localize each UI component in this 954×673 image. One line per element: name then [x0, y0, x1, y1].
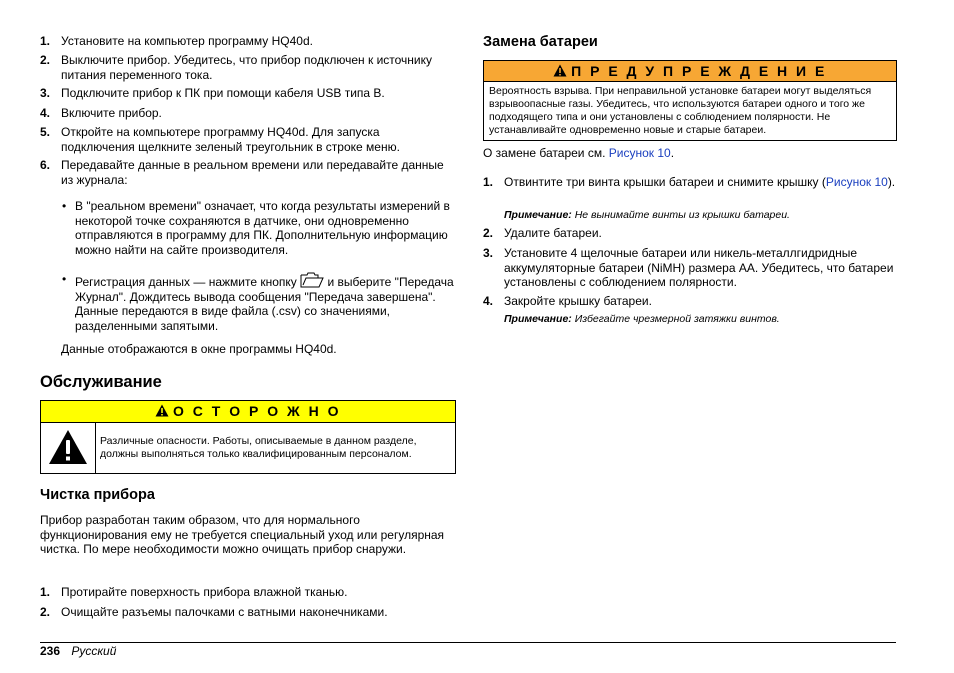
note-text: Избегайте чрезмерной затяжки винтов. — [574, 313, 780, 325]
caution-box — [40, 400, 456, 474]
step-number: 2. — [40, 53, 51, 67]
caution-text: Различные опасности. Работы, описываемые в данном разделе, должны выполняться только квалифицированным персоналом. — [100, 435, 417, 460]
step-number: 1. — [483, 175, 494, 189]
page-number: 236 — [40, 644, 61, 658]
step-text: Закройте крышку батареи. — [504, 294, 652, 308]
figure-link[interactable]: Рисунок 10 — [608, 146, 671, 160]
warning-triangle-icon — [155, 404, 169, 417]
step-text: Очищайте разъемы палочками с ватными наконечниками. — [61, 605, 388, 619]
step-text: Откройте на компьютере программу HQ40d. Для запуска подключения щелкните зеленый треугольник в строке меню. — [61, 125, 400, 154]
bullet-text: В "реальном времени" означает, что когда результаты измерений в некоторой точке сохраняются в датчике, они одновременно отправляются в программу для ПК. Дополнительную информацию можно найти на сайте производителя. — [75, 199, 450, 257]
bullet-text-start: Регистрация данных — нажмите кнопку — [75, 275, 297, 289]
step-text: Установите на компьютер программу HQ40d. — [61, 34, 313, 48]
caution-header — [41, 401, 455, 423]
step-text: Установите 4 щелочные батареи или никель-металлгидридные аккумуляторные батареи (NiMH) размера АА. Убедитесь, что батареи установлены с соблюдением полярности. — [504, 246, 894, 290]
bullet-text — [75, 272, 456, 333]
footer — [40, 644, 116, 658]
step-text: Удалите батареи. — [504, 226, 602, 240]
display-note: Данные отображаются в окне программы HQ40d. — [61, 342, 337, 356]
step-text — [504, 175, 897, 190]
bullet-text-end: и выберите "Передача Журнал". Дождитесь вывода сообщения "Передача завершена". Данные передаются в виде файла (.csv) со значениями, разделенными запятыми. — [75, 275, 454, 333]
note-label: Примечание: — [504, 209, 572, 221]
step-number: 3. — [40, 86, 51, 100]
warning-triangle-icon — [48, 429, 88, 465]
battery-ref — [483, 146, 674, 161]
figure-link[interactable]: Рисунок 10 — [825, 175, 888, 189]
step-text: Подключите прибор к ПК при помощи кабеля USB типа В. — [61, 86, 385, 100]
footer-divider — [40, 642, 896, 643]
step-text-start: Отвинтите три винта крышки батареи и снимите крышку ( — [504, 175, 826, 189]
battery-ref-text: О замене батареи см. — [483, 146, 606, 160]
note — [504, 313, 780, 326]
warning-triangle-icon — [553, 64, 567, 77]
step-number: 2. — [483, 226, 494, 240]
step-text: Включите прибор. — [61, 106, 162, 120]
step-number: 1. — [40, 585, 51, 599]
warning-header — [484, 61, 896, 82]
footer-language: Русский — [71, 644, 117, 658]
note-text: Не вынимайте винты из крышки батареи. — [574, 209, 790, 221]
bullet-dot: • — [62, 272, 67, 286]
section-title-maintenance: Обслуживание — [40, 373, 162, 391]
warning-text: Вероятность взрыва. При неправильной установке батареи могут выделяться взрывоопасные газы. Убедитесь, что используются батареи одного и того же подходящего типа и они установлены с соблюдением полярности. Не устанавливайте одновременно новые и старые батареи. — [489, 85, 872, 136]
step-number: 4. — [40, 106, 51, 120]
section-title-cleaning: Чистка прибора — [40, 487, 155, 503]
warning-box — [483, 60, 897, 141]
cleaning-intro: Прибор разработан таким образом, что для нормального функционирования ему не требуется специальный уход или регулярная чистка. По мере необходимости можно очищать прибор снаружи. — [40, 513, 445, 557]
note-label: Примечание: — [504, 313, 572, 325]
folder-icon — [300, 272, 324, 288]
step-text: Протирайте поверхность прибора влажной тканью. — [61, 585, 348, 599]
step-number: 5. — [40, 125, 51, 139]
step-number: 2. — [40, 605, 51, 619]
step-text-end: ). — [887, 175, 896, 189]
bullet-dot: • — [62, 199, 67, 213]
caution-icon-cell — [41, 422, 96, 473]
note — [504, 209, 790, 222]
step-number: 6. — [40, 158, 51, 172]
step-number: 3. — [483, 246, 494, 260]
step-text: Передавайте данные в реальном времени или передавайте данные из журнала: — [61, 158, 444, 187]
step-number: 1. — [40, 34, 51, 48]
caution-label: О С Т О Р О Ж Н О — [173, 403, 341, 419]
step-number: 4. — [483, 294, 494, 308]
warning-label: П Р Е Д У П Р Е Ж Д Е Н И Е — [571, 63, 827, 79]
section-title-battery: Замена батареи — [483, 34, 598, 50]
battery-ref-period: . — [670, 146, 675, 160]
step-text: Выключите прибор. Убедитесь, что прибор подключен к источнику питания переменного тока. — [61, 53, 433, 82]
